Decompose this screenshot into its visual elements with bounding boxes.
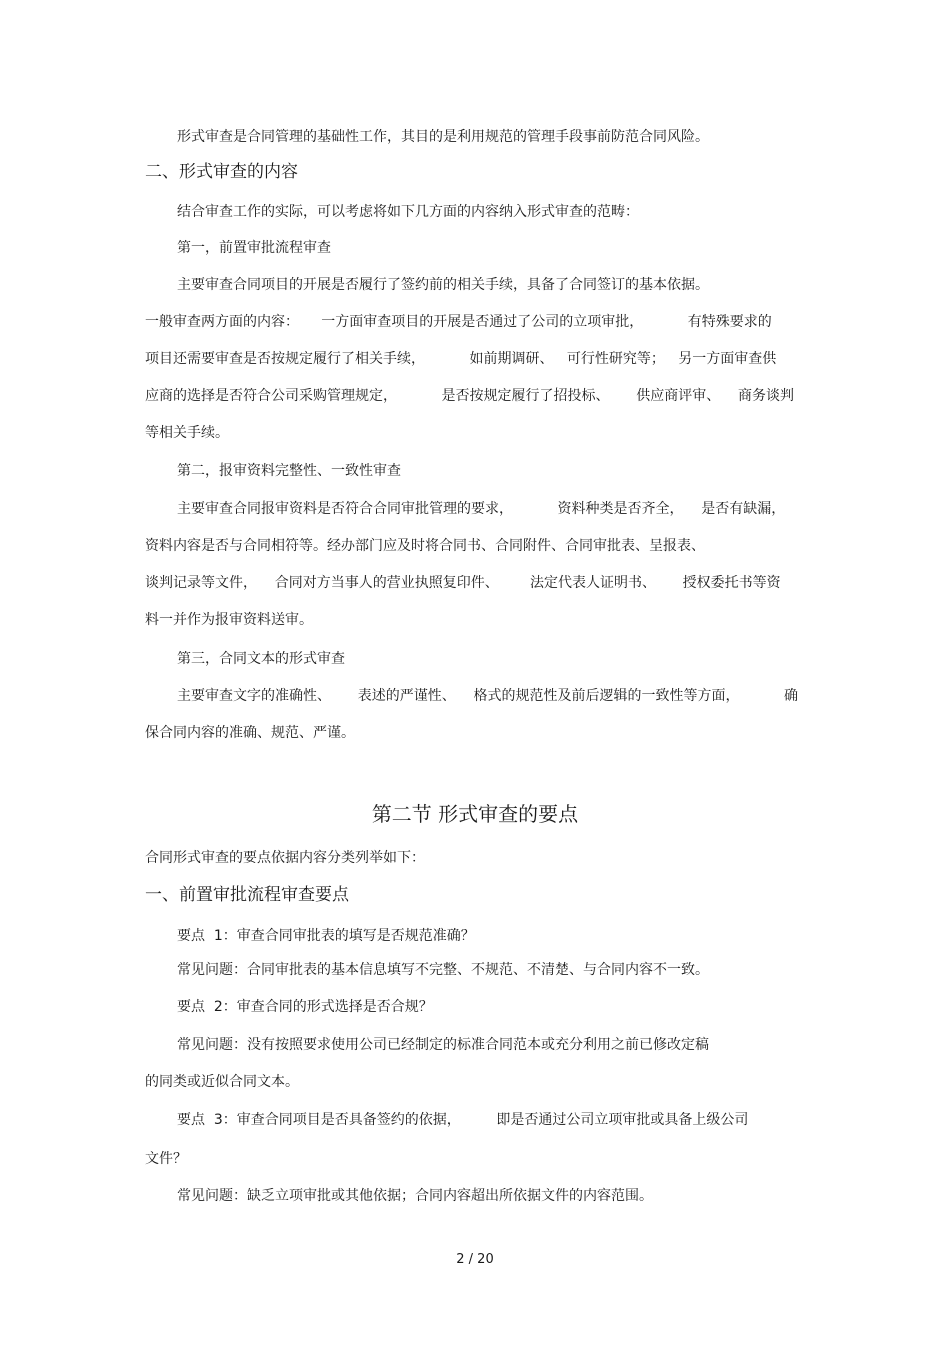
point2: 要点 2：审查合同的形式选择是否合规？ bbox=[177, 999, 433, 1015]
item3-line1: 主要审查文字的准确性、 表述的严谨性、 格式的规范性及前后逻辑的一致性等方面， 确 bbox=[177, 688, 799, 704]
point3-line1: 要点 3：审查合同项目是否具备签约的依据， 即是否通过公司立项审批或具备上级公司 bbox=[177, 1112, 749, 1128]
section-heading-content: 二、形式审查的内容 bbox=[145, 162, 298, 182]
point1: 要点 1：审查合同审批表的填写是否规范准确？ bbox=[177, 928, 475, 944]
section2-lead: 合同形式审查的要点依据内容分类列举如下： bbox=[145, 850, 425, 866]
item2-line3: 谈判记录等文件， 合同对方当事人的营业执照复印件、 法定代表人证明书、 授权委托书等资 bbox=[145, 575, 781, 591]
item1-line2: 项目还需要审查是否按规定履行了相关手续， 如前期调研、 可行性研究等； 另一方面审查供 bbox=[145, 351, 777, 367]
item2-line2: 资料内容是否与合同相符等。经办部门应及时将合同书、合同附件、合同审批表、呈报表、 bbox=[145, 538, 705, 554]
item3-title: 第三，合同文本的形式审查 bbox=[177, 651, 345, 667]
page-number: 2 / 20 bbox=[456, 1252, 494, 1267]
point3-line2: 文件？ bbox=[145, 1151, 187, 1167]
item2-line4: 料一并作为报审资料送审。 bbox=[145, 612, 313, 628]
item1-line3: 应商的选择是否符合公司采购管理规定， 是否按规定履行了招投标、 供应商评审、 商务谈判 bbox=[145, 388, 795, 404]
item3-line2: 保合同内容的准确、规范、严谨。 bbox=[145, 725, 355, 741]
item1-line4: 等相关手续。 bbox=[145, 425, 229, 441]
section2-heading: 一、前置审批流程审查要点 bbox=[145, 885, 349, 905]
issue1: 常见问题：合同审批表的基本信息填写不完整、不规范、不清楚、与合同内容不一致。 bbox=[177, 962, 709, 978]
item1-title: 第一，前置审批流程审查 bbox=[177, 240, 331, 256]
item1-desc: 主要审查合同项目的开展是否履行了签约前的相关手续，具备了合同签订的基本依据。 bbox=[177, 277, 709, 293]
item1-line1: 一般审查两方面的内容： 一方面审查项目的开展是否通过了公司的立项审批， 有特殊要求的 bbox=[145, 314, 772, 330]
section-title: 第二节 形式审查的要点 bbox=[371, 802, 579, 826]
paragraph-lead: 结合审查工作的实际，可以考虑将如下几方面的内容纳入形式审查的范畴： bbox=[177, 204, 639, 220]
item2-line1: 主要审查合同报审资料是否符合合同审批管理的要求， 资料种类是否齐全， 是否有缺漏， bbox=[177, 501, 786, 517]
issue2-line1: 常见问题：没有按照要求使用公司已经制定的标准合同范本或充分利用之前已修改定稿 bbox=[177, 1037, 709, 1053]
issue2-line2: 的同类或近似合同文本。 bbox=[145, 1074, 299, 1090]
paragraph-intro: 形式审查是合同管理的基础性工作，其目的是利用规范的管理手段事前防范合同风险。 bbox=[177, 129, 709, 145]
item2-title: 第二，报审资料完整性、一致性审查 bbox=[177, 463, 401, 479]
issue3: 常见问题：缺乏立项审批或其他依据；合同内容超出所依据文件的内容范围。 bbox=[177, 1188, 653, 1204]
